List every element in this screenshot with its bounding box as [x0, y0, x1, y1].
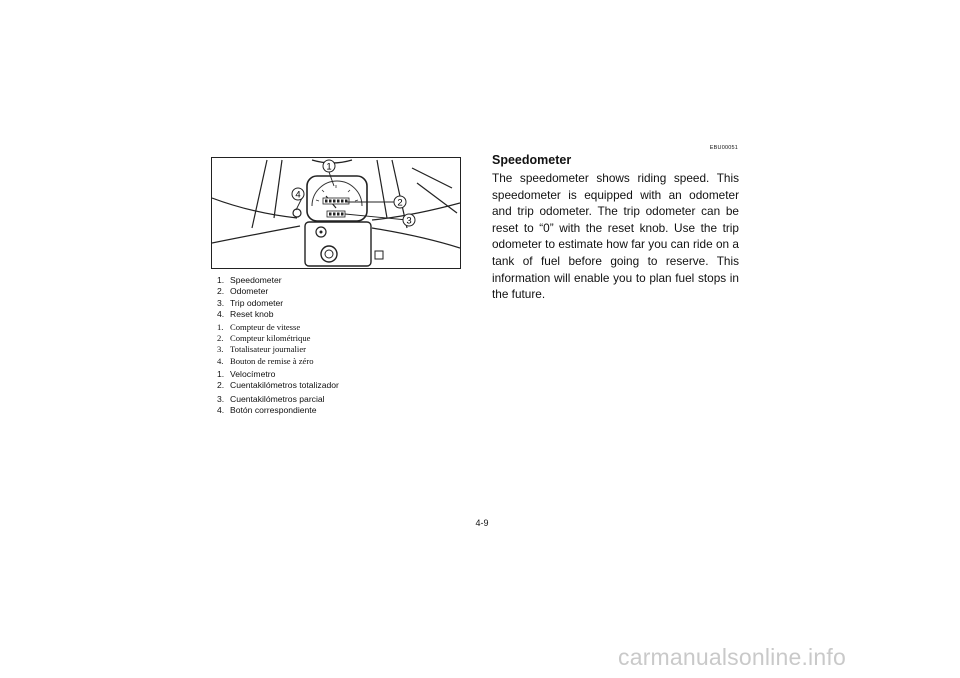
legend-label: Compteur de vitesse [230, 322, 301, 332]
legend-item: 4. Reset knob [217, 309, 274, 320]
svg-text:1: 1 [326, 161, 332, 173]
legend-label: Speedometer [230, 275, 282, 285]
legend-item: 2. Odometer [217, 286, 269, 297]
legend-item: 4. Bouton de remise à zéro [217, 355, 314, 366]
legend-label: Reset knob [230, 309, 274, 320]
legend-label: Totalisateur journalier [230, 344, 306, 355]
legend-label: Cuentakilómetros totalizador [230, 380, 339, 391]
svg-text:3: 3 [406, 215, 412, 227]
legend-item: 1. Compteur de vitesse [217, 322, 301, 332]
legend-english [217, 275, 283, 321]
section-body: The speedometer shows riding speed. This speedometer is equipped with an odometer and trip odometer. The trip odometer can be reset to “0” with the reset knob. Use the trip odometer to estimate how far you can ride on a tank of fuel before going to reserve. This information will enable you to plan fuel stops in the future. [492, 171, 739, 302]
page-number: 4-9 [475, 518, 489, 528]
legend-item: 4. Botón correspondiente [217, 405, 317, 416]
legend-label: Botón correspondiente [230, 405, 317, 416]
legend-label: Cuentakilómetros parcial [230, 393, 325, 404]
svg-text:4: 4 [295, 189, 301, 201]
legend-item: 2. Cuentakilómetros totalizador [217, 380, 339, 391]
legend-item: 3. Trip odometer [217, 297, 284, 308]
legend-spanish [217, 369, 339, 417]
legend-label: Compteur kilométrique [230, 333, 311, 344]
legend-item: 3. Cuentakilómetros parcial [217, 393, 325, 404]
watermark: carmanualsonline.info [618, 644, 846, 670]
legend-label: Trip odometer [230, 297, 284, 308]
callout-1 [323, 160, 335, 173]
legend-item: 2. Compteur kilométrique [217, 333, 311, 344]
callout-4 [292, 188, 304, 201]
callout-3 [403, 214, 415, 227]
legend-french [217, 322, 314, 367]
section-title: Speedometer [492, 153, 572, 167]
legend-label: Velocímetro [230, 369, 276, 379]
callout-2 [394, 196, 406, 209]
legend-label: Bouton de remise à zéro [230, 355, 314, 366]
speedometer-illustration [211, 157, 461, 269]
svg-text:2: 2 [397, 197, 403, 209]
legend-item: 1. Velocímetro [217, 369, 276, 379]
section-code: EBU00051 [709, 145, 738, 151]
legend-item: 3. Totalisateur journalier [217, 344, 306, 355]
legend-item: 1. Speedometer [217, 275, 282, 285]
legend-label: Odometer [230, 286, 269, 297]
